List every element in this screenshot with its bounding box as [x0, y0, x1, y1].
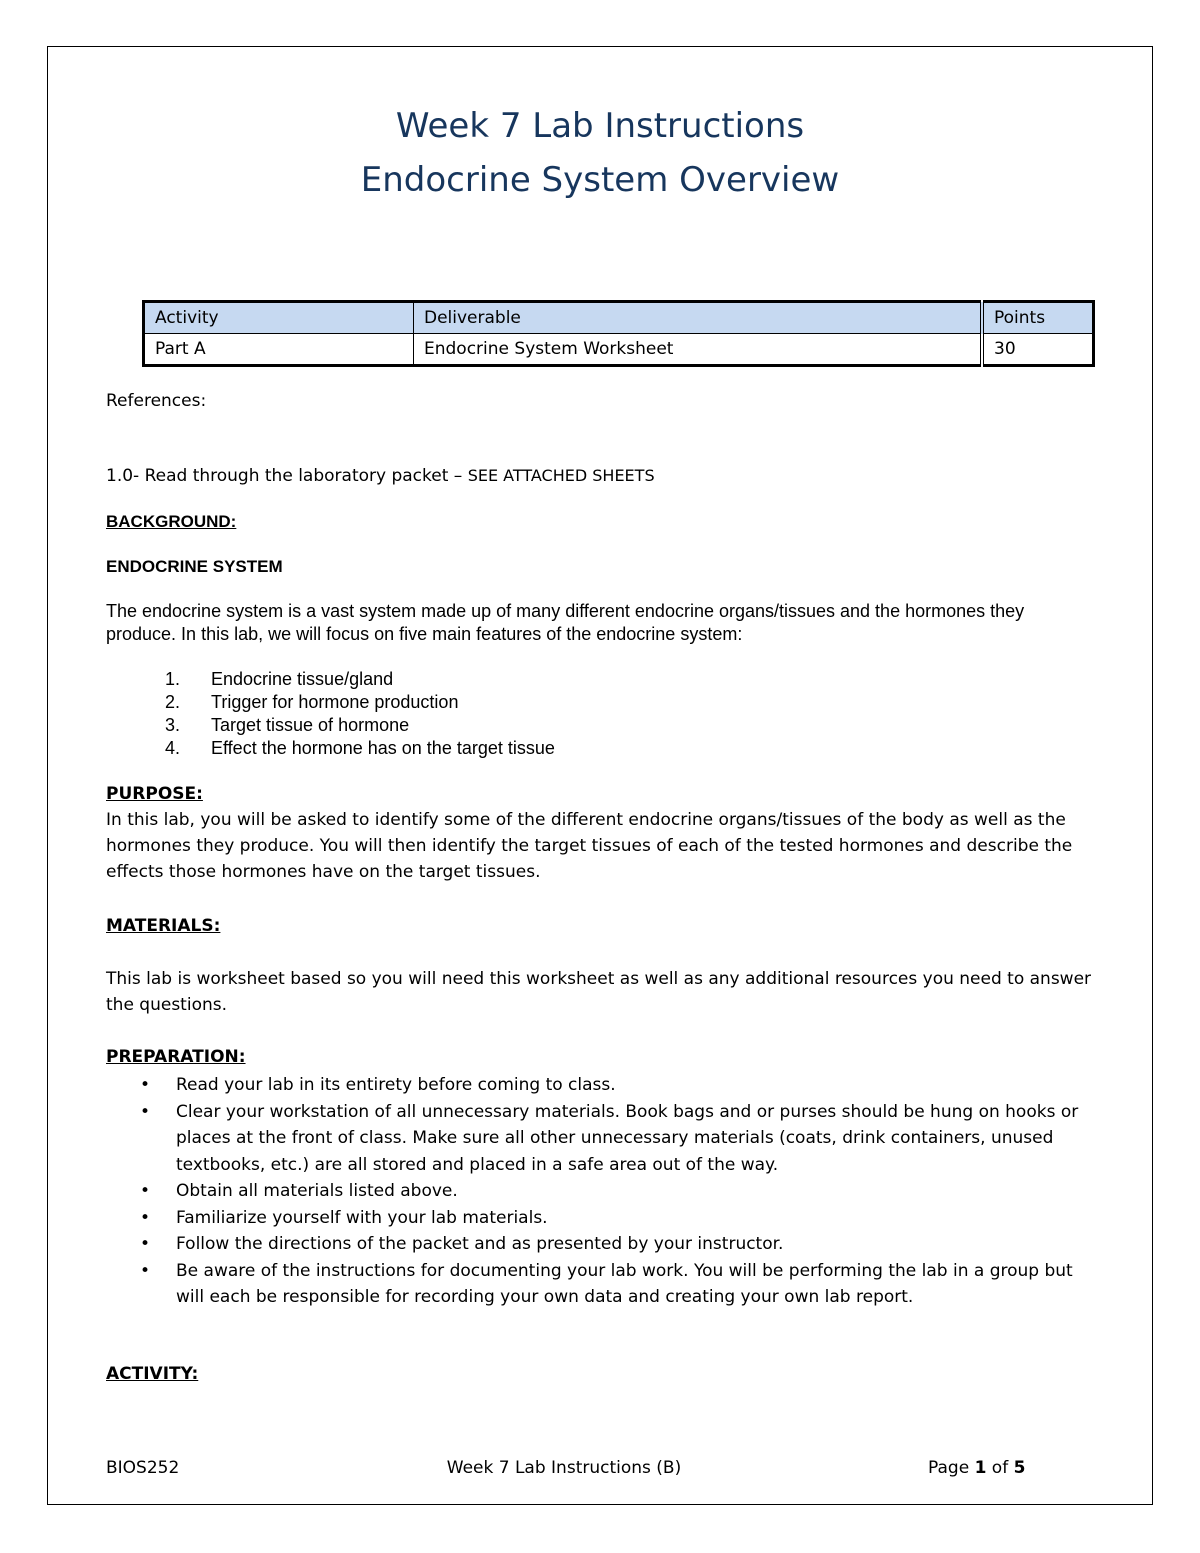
bullet-icon: •	[140, 1101, 151, 1122]
list-text: Obtain all materials listed above.	[176, 1181, 458, 1201]
bullet-icon: •	[140, 1207, 151, 1228]
preparation-list	[140, 1072, 1100, 1311]
bullet-icon: •	[140, 1234, 151, 1254]
list-number: 1.	[165, 669, 181, 689]
table-header-cell: Activity	[144, 302, 414, 334]
footer-page-total: 5	[1013, 1458, 1026, 1478]
step-1-text: Read through the laboratory packet –	[139, 466, 468, 486]
table-cell: Part A	[144, 334, 414, 366]
list-item	[140, 1099, 1100, 1179]
bullet-icon: •	[140, 1181, 151, 1201]
list-item	[165, 691, 555, 714]
footer-course: BIOS252	[106, 1458, 180, 1478]
list-item	[140, 1072, 1100, 1099]
activity-heading: ACTIVITY:	[106, 1364, 199, 1384]
list-item	[140, 1205, 1100, 1232]
footer-page-current: 1	[974, 1458, 987, 1478]
list-text: Familiarize yourself with your lab materials.	[176, 1207, 548, 1228]
list-text: Trigger for hormone production	[211, 692, 459, 712]
table-header-cell: Points	[982, 302, 1094, 334]
list-item	[165, 668, 555, 691]
table-cell: 30	[982, 334, 1094, 366]
step-1	[106, 463, 655, 489]
background-heading: BACKGROUND:	[106, 512, 237, 531]
document-title: Week 7 Lab Instructions	[395, 106, 805, 146]
features-list	[165, 668, 555, 760]
endocrine-paragraph: The endocrine system is a vast system made up of many different endocrine organs/tissues and the hormones they produce. In this lab, we will focus on five main features of the endocrine system:	[106, 601, 1025, 644]
list-text: Read your lab in its entirety before coming to class.	[176, 1075, 616, 1095]
list-number: 2.	[165, 692, 181, 712]
table-header-cell: Deliverable	[414, 302, 983, 334]
list-item	[165, 714, 555, 737]
list-item	[140, 1258, 1100, 1311]
footer-page-label: Page	[928, 1458, 975, 1478]
list-text: Clear your workstation of all unnecessary materials. Book bags and or purses should be hung on hooks or places at the front of class. Make sure all other unnecessary materials (coats, drink containers, unused textbooks, etc.) are all stored and placed in a safe area out of the way.	[176, 1101, 1079, 1175]
list-text: Follow the directions of the packet and as presented by your instructor.	[176, 1234, 784, 1254]
preparation-heading: PREPARATION:	[106, 1047, 246, 1067]
table-row	[144, 334, 1094, 366]
footer-document: Week 7 Lab Instructions (B)	[446, 1458, 682, 1478]
list-number: 4.	[165, 738, 181, 758]
table-cell: Endocrine System Worksheet	[414, 334, 983, 366]
deliverables-table	[142, 300, 1095, 367]
footer-page-number	[928, 1458, 1025, 1478]
purpose-heading: PURPOSE:	[106, 784, 203, 804]
references-label: References:	[106, 391, 207, 411]
bullet-icon: •	[140, 1075, 151, 1095]
materials-paragraph: This lab is worksheet based so you will need this worksheet as well as any additional resources you need to answer the questions.	[106, 969, 1092, 1015]
footer-page-of: of	[986, 1458, 1014, 1478]
list-text: Be aware of the instructions for documenting your lab work. You will be performing the lab in a group but will each be responsible for recording your own data and creating your own lab report.	[176, 1260, 1073, 1307]
table-header-row	[144, 302, 1094, 334]
list-text: Endocrine tissue/gland	[211, 669, 394, 689]
list-item	[165, 737, 555, 760]
list-item	[140, 1231, 1100, 1258]
step-1-emphasis: SEE ATTACHED SHEETS	[467, 466, 655, 485]
step-1-prefix: 1.0-	[106, 466, 140, 486]
bullet-icon: •	[140, 1260, 151, 1281]
document-subtitle: Endocrine System Overview	[360, 160, 840, 200]
materials-heading: MATERIALS:	[106, 916, 221, 936]
list-item	[140, 1178, 1100, 1205]
list-text: Target tissue of hormone	[211, 715, 410, 735]
list-number: 3.	[165, 715, 181, 735]
list-text: Effect the hormone has on the target tissue	[211, 738, 555, 758]
endocrine-heading: ENDOCRINE SYSTEM	[106, 557, 283, 576]
purpose-paragraph: In this lab, you will be asked to identify some of the different endocrine organs/tissues of the body as well as the hormones they produce. You will then identify the target tissues of each of the tested hormones and describe the effects those hormones have on the target tissues.	[106, 810, 1073, 882]
